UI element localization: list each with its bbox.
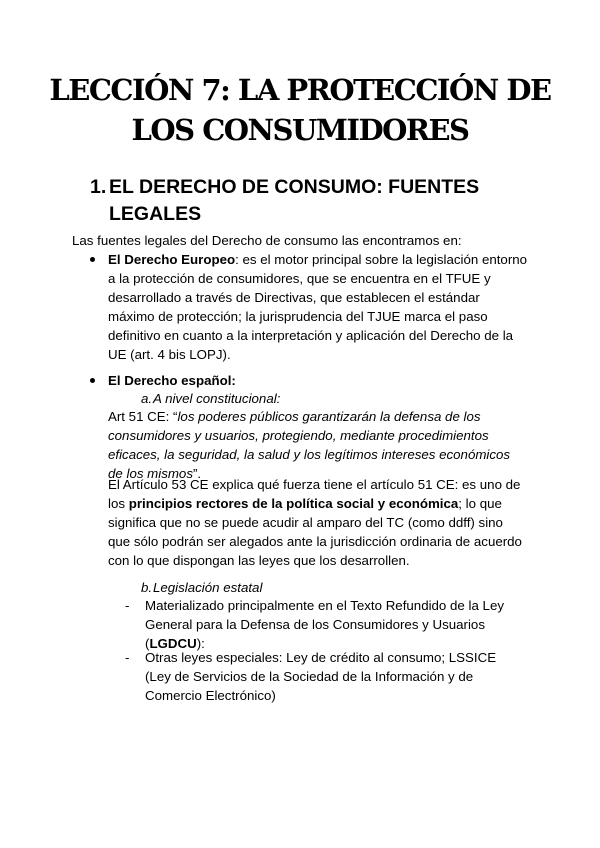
dash-marker: - xyxy=(125,598,130,613)
list-item xyxy=(125,596,525,653)
list-item-text: Materializado principalmente en el Texto Refundido de la Ley General para la Defensa de los Consumidores y Usuarios ( xyxy=(145,598,504,651)
list-item xyxy=(125,648,525,705)
article-53-paragraph xyxy=(108,475,528,570)
section-heading xyxy=(90,174,530,228)
article-51-quote xyxy=(108,407,528,483)
bullet-bold-label: El Derecho Europeo xyxy=(108,252,236,267)
quote-suffix: ”. xyxy=(192,466,202,481)
paragraph-bold: principios rectores de la política social y económica xyxy=(128,496,459,511)
bullet-derecho-espanol xyxy=(108,371,528,390)
subsection-heading: Legislación estatal xyxy=(153,580,263,595)
subsection-a xyxy=(108,389,528,408)
bullet-bold-label: El Derecho español: xyxy=(108,373,236,388)
dash-marker: - xyxy=(125,650,130,665)
page-title: LECCIÓN 7: LA PROTECCIÓN DE LOS CONSUMIDORES xyxy=(49,73,551,147)
subsection-letter: b. xyxy=(141,580,153,595)
subsection-letter: a. xyxy=(141,391,153,406)
quote-prefix: Art 51 CE: “ xyxy=(108,409,178,424)
list-item-end: ): xyxy=(196,636,205,651)
list-item-text: Otras leyes especiales: Ley de crédito al consumo; LSSICE (Ley de Servicios de la Sociedad de la Información y de Comercio Electrónico) xyxy=(145,650,497,703)
section-heading-text: EL DERECHO DE CONSUMO: FUENTES LEGALES xyxy=(109,176,480,225)
bullet-derecho-europeo xyxy=(108,250,528,364)
bullet-dot-icon xyxy=(90,378,95,383)
subsection-b xyxy=(108,578,528,597)
paragraph-end: ; lo que significa que no se puede acudir al amparo del TC (como ddff) sino que sólo podrán ser alegados ante la jurisdicción ordinaria de acuerdo con lo que dispongan las leyes que los desarrollen. xyxy=(108,496,522,568)
section-number: 1. xyxy=(90,176,107,198)
paragraph-start: El Artículo 53 CE explica qué fuerza tiene el artículo 51 CE: es uno de los xyxy=(108,477,521,511)
subsection-heading: A nivel constitucional: xyxy=(153,391,281,406)
bullet-dot-icon xyxy=(90,257,95,262)
bullet-text: : es el motor principal sobre la legislación entorno a la protección de consumidores, que se encuentra en el TFUE y desarrollado a través de Directivas, que establecen el estándar máximo de protección; la jurisprudencia del TJUE marca el paso definitivo en cuanto a la interpretación y aplicación del Derecho de la UE (art. 4 bis LOPJ). xyxy=(108,252,528,362)
intro-paragraph: Las fuentes legales del Derecho de consumo las encontramos en: xyxy=(72,233,462,248)
list-item-bold: LGDCU xyxy=(149,636,197,651)
quote-text: los poderes públicos garantizarán la defensa de los consumidores y usuarios, protegiendo, mediante procedimientos eficaces, la seguridad, la salud y los legítimos intereses económicos de los mismos xyxy=(108,409,511,481)
